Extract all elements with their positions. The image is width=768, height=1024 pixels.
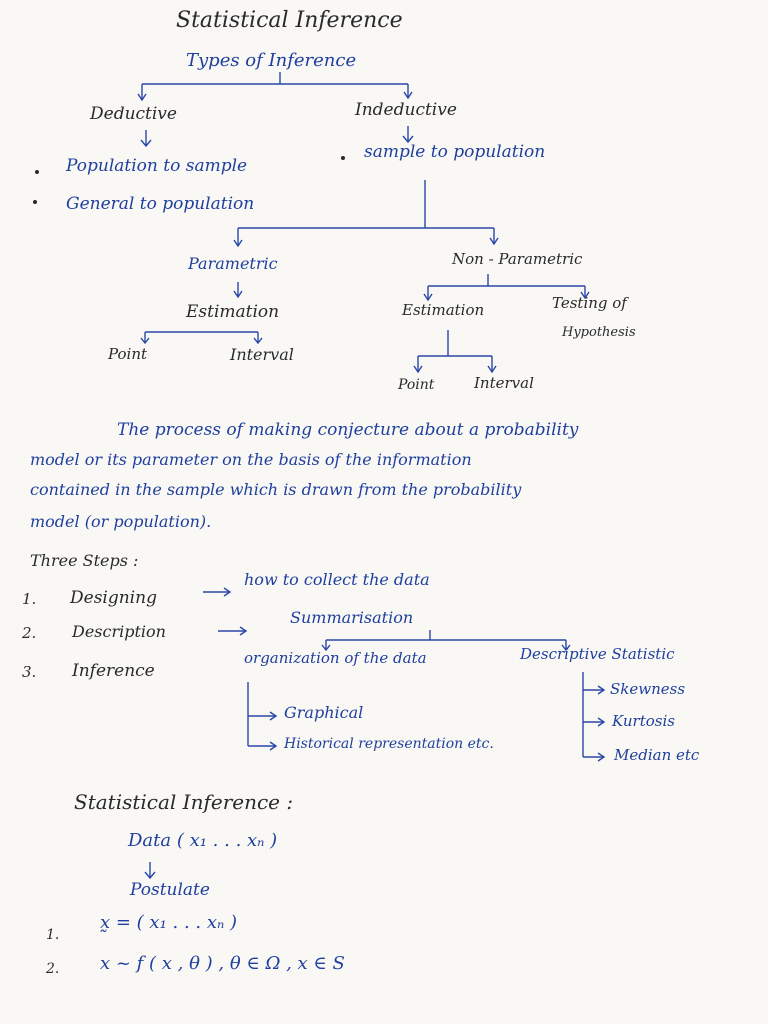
step-2-num: 2. xyxy=(22,624,37,642)
section2-heading: Statistical Inference : xyxy=(74,790,294,814)
item-1-text: x̰ = ( x₁ . . . xₙ ) xyxy=(100,912,238,933)
inductive-label: Indeductive xyxy=(355,100,457,120)
descriptive-item-3: Median etc xyxy=(614,746,700,764)
page-title: Statistical Inference xyxy=(176,8,403,33)
step-1-note: how to collect the data xyxy=(244,570,430,589)
bullet-dot xyxy=(33,200,37,204)
step-1-label: Designing xyxy=(70,588,157,608)
non-parametric-estimation: Estimation xyxy=(402,301,485,319)
non-parametric-interval: Interval xyxy=(474,374,534,392)
step-3-num: 3. xyxy=(22,663,37,681)
deductive-label: Deductive xyxy=(90,104,177,124)
definition-line-4: model (or population). xyxy=(30,512,212,531)
testing-line-2: Hypothesis xyxy=(562,325,636,340)
item-2-text: x ~ f ( x , θ ) , θ ∈ Ω , x ∈ S xyxy=(100,953,345,974)
definition-line-3: contained in the sample which is drawn from the probability xyxy=(30,480,522,499)
inductive-point: sample to population xyxy=(364,142,546,162)
parametric-estimation: Estimation xyxy=(186,302,280,322)
definition-line-2: model or its parameter on the basis of the information xyxy=(30,450,472,469)
definition-line-1: The process of making conjecture about a probability xyxy=(117,420,579,440)
non-parametric-label: Non - Parametric xyxy=(452,250,583,268)
step-2-label: Description xyxy=(72,622,166,641)
parametric-interval: Interval xyxy=(230,345,294,364)
deductive-point-2: General to population xyxy=(66,194,255,214)
item-2-num: 2. xyxy=(46,961,60,977)
bullet-dot xyxy=(35,170,39,174)
descriptive-item-1: Skewness xyxy=(610,680,686,698)
non-parametric-point: Point xyxy=(398,377,435,393)
step-1-num: 1. xyxy=(22,590,37,608)
organization-item-1: Graphical xyxy=(284,703,364,722)
descriptive-label: Descriptive Statistic xyxy=(520,645,675,663)
three-steps-heading: Three Steps : xyxy=(30,551,139,570)
item-1-num: 1. xyxy=(46,927,60,943)
bullet-dot xyxy=(341,156,345,160)
organization-label: organization of the data xyxy=(244,649,427,667)
parametric-point: Point xyxy=(108,345,148,363)
types-heading: Types of Inference xyxy=(186,50,357,71)
parametric-label: Parametric xyxy=(188,254,278,273)
deductive-point-1: Population to sample xyxy=(66,156,248,176)
organization-item-2: Historical representation etc. xyxy=(284,736,494,752)
descriptive-item-2: Kurtosis xyxy=(612,712,675,730)
data-line: Data ( x₁ . . . xₙ ) xyxy=(128,830,278,851)
step-2-note: Summarisation xyxy=(290,608,414,627)
testing-line-1: Testing of xyxy=(552,294,627,312)
postulate-label: Postulate xyxy=(130,880,210,900)
step-3-label: Inference xyxy=(72,661,155,681)
